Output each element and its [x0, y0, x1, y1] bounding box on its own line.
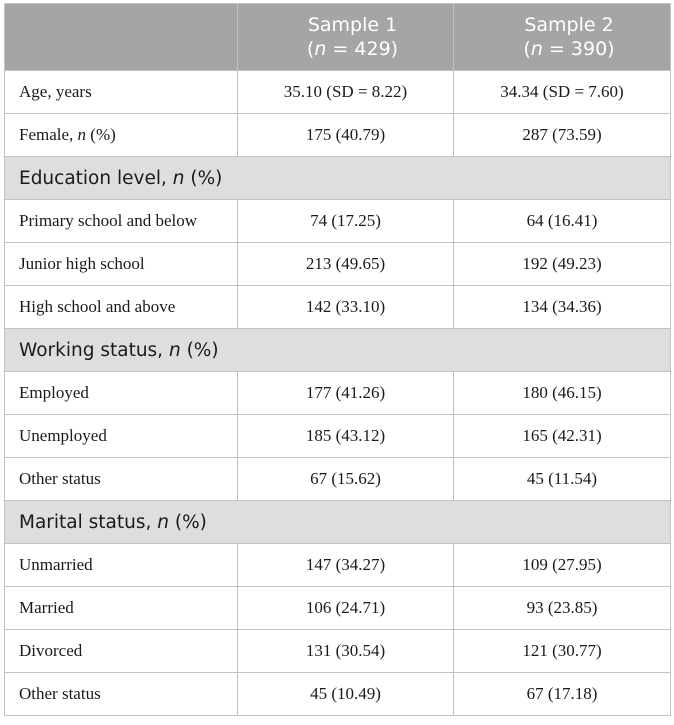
row-label: Other status [5, 673, 238, 716]
sample-1-value: 106 (24.71) [238, 587, 454, 630]
row-label: Junior high school [5, 243, 238, 286]
row-label: Unemployed [5, 415, 238, 458]
sample-2-value: 45 (11.54) [454, 458, 671, 501]
table-row [5, 200, 671, 243]
sample-1-value: 185 (43.12) [238, 415, 454, 458]
sample-1-value: 45 (10.49) [238, 673, 454, 716]
sample-1-value: 175 (40.79) [238, 114, 454, 157]
table-row [5, 372, 671, 415]
row-label: Age, years [5, 71, 238, 114]
section-header-row [5, 157, 671, 200]
row-label: Married [5, 587, 238, 630]
section-header-row [5, 329, 671, 372]
table-row [5, 286, 671, 329]
sample-2-value: 287 (73.59) [454, 114, 671, 157]
header-cell-sample-2 [454, 4, 671, 71]
sample-2-value: 121 (30.77) [454, 630, 671, 673]
sample-2-value: 134 (34.36) [454, 286, 671, 329]
header-cell-sample-1 [238, 4, 454, 71]
table-row [5, 458, 671, 501]
row-label: Unmarried [5, 544, 238, 587]
sample-1-value: 142 (33.10) [238, 286, 454, 329]
section-header-row [5, 501, 671, 544]
row-label: Divorced [5, 630, 238, 673]
sample-1-value: 74 (17.25) [238, 200, 454, 243]
table-body [5, 71, 671, 716]
row-label: Primary school and below [5, 200, 238, 243]
table-header [5, 4, 671, 71]
header-label-sample-1: Sample 1 [307, 14, 398, 36]
table-row [5, 415, 671, 458]
header-n-sample-1: (n = 429) [306, 38, 399, 60]
table-row [5, 243, 671, 286]
sample-1-value: 177 (41.26) [238, 372, 454, 415]
sample-2-value: 34.34 (SD = 7.60) [454, 71, 671, 114]
sample-2-value: 93 (23.85) [454, 587, 671, 630]
table-row [5, 71, 671, 114]
sample-1-value: 35.10 (SD = 8.22) [238, 71, 454, 114]
table-row [5, 114, 671, 157]
section-label: Working status, n (%) [5, 329, 671, 372]
section-label: Marital status, n (%) [5, 501, 671, 544]
table-row [5, 630, 671, 673]
row-label: Other status [5, 458, 238, 501]
sample-2-value: 180 (46.15) [454, 372, 671, 415]
table-row [5, 587, 671, 630]
sample-1-value: 67 (15.62) [238, 458, 454, 501]
row-label: Employed [5, 372, 238, 415]
header-label-sample-2: Sample 2 [524, 14, 614, 36]
sample-2-value: 67 (17.18) [454, 673, 671, 716]
table-row [5, 673, 671, 716]
row-label: Female, n (%) [5, 114, 238, 157]
header-row [5, 4, 671, 71]
header-n-sample-2: (n = 390) [523, 38, 615, 60]
demographics-table [4, 3, 671, 716]
sample-2-value: 165 (42.31) [454, 415, 671, 458]
sample-2-value: 64 (16.41) [454, 200, 671, 243]
sample-1-value: 213 (49.65) [238, 243, 454, 286]
sample-2-value: 109 (27.95) [454, 544, 671, 587]
header-cell-empty [5, 4, 238, 71]
sample-1-value: 147 (34.27) [238, 544, 454, 587]
section-label: Education level, n (%) [5, 157, 671, 200]
row-label: High school and above [5, 286, 238, 329]
sample-2-value: 192 (49.23) [454, 243, 671, 286]
table-row [5, 544, 671, 587]
sample-1-value: 131 (30.54) [238, 630, 454, 673]
